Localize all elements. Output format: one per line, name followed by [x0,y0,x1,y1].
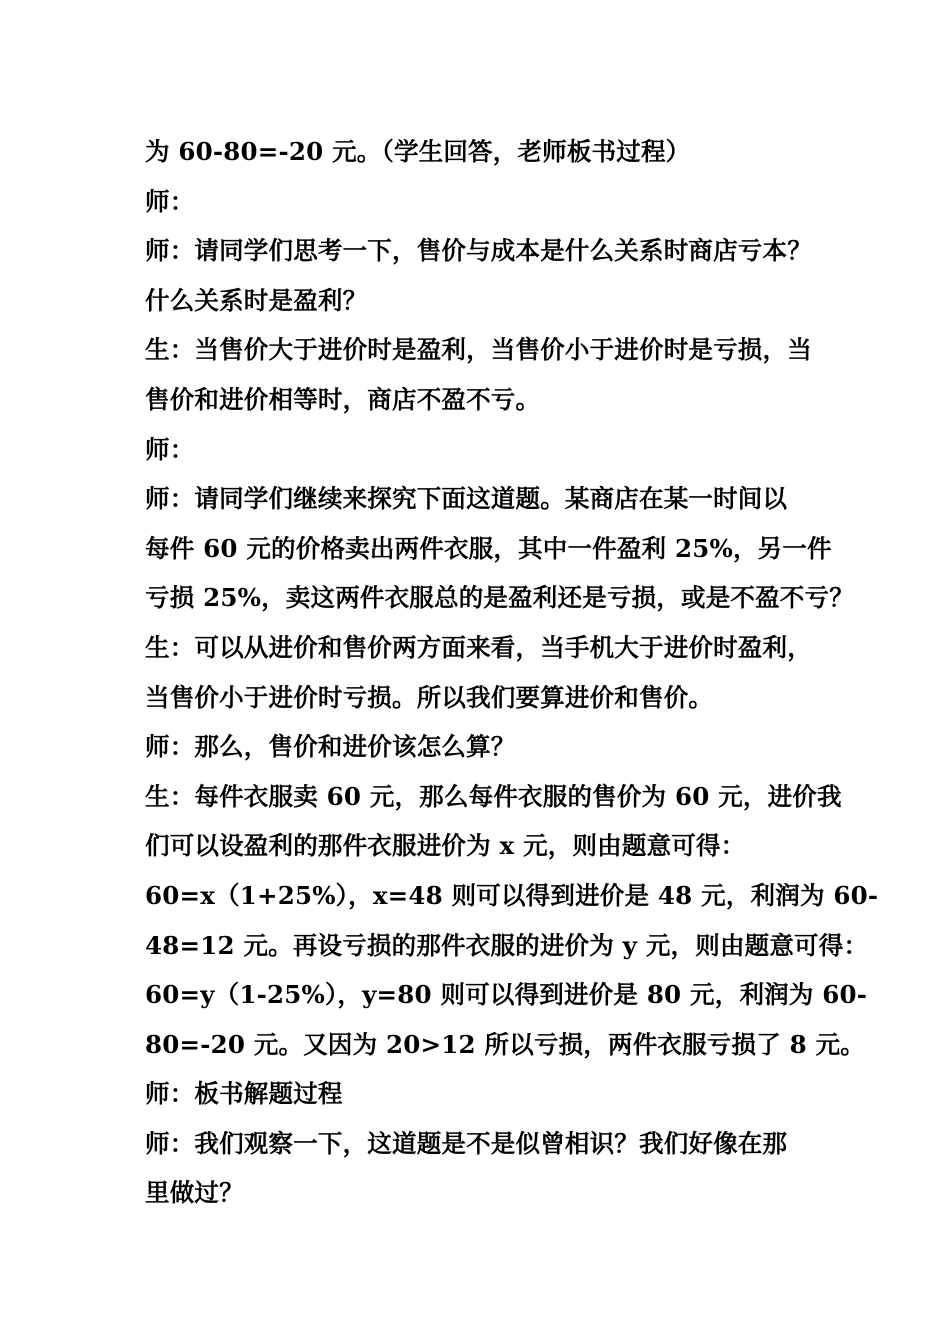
text-line: 48=12 元。再设亏损的那件衣服的进价为 y 元，则由题意可得： [145,930,869,960]
document-body [145,127,879,1218]
text-line: 亏损 25%，卖这两件衣服总的是盈利还是亏损，或是不盈不亏？ [145,583,854,613]
text-line: 生：可以从进价和售价两方面来看，当手机大于进价时盈利， [145,632,812,662]
text-line: 为 60-80=-20 元。（学生回答，老师板书过程） [145,137,691,166]
text-line: 师：那么，售价和进价该怎么算？ [145,732,516,762]
text-line: 生：每件衣服卖 60 元，那么每件衣服的售价为 60 元，进价我 [145,781,842,811]
text-line: 售价和进价相等时，商店不盈不亏。 [145,384,541,414]
text-line: 师：请同学们继续来探究下面这道题。某商店在某一时间以 [145,484,788,514]
text-line: 师：我们观察一下，这道题是不是似曾相识？我们好像在那 [145,1128,788,1158]
text-line: 们可以设盈利的那件衣服进价为 x 元，则由题意可得： [145,831,746,861]
text-line: 什么关系时是盈利？ [145,285,368,315]
text-line: 60=x（1+25%），x=48 则可以得到进价是 48 元，利润为 60- [145,880,879,910]
text-line: 生：当售价大于进价时是盈利，当售价小于进价时是亏损，当 [145,335,812,365]
text-line: 师： [145,186,195,216]
text-line: 里做过？ [145,1178,244,1208]
text-line: 师：板书解题过程 [145,1079,343,1109]
text-line: 师： [145,434,195,464]
text-line: 当售价小于进价时亏损。所以我们要算进价和售价。 [145,682,714,712]
text-line: 每件 60 元的价格卖出两件衣服，其中一件盈利 25%，另一件 [145,533,832,563]
text-line: 60=y（1-25%），y=80 则可以得到进价是 80 元，利润为 60- [145,980,868,1010]
text-line: 师：请同学们思考一下，售价与成本是什么关系时商店亏本？ [145,236,812,266]
text-line: 80=-20 元。又因为 20>12 所以亏损，两件衣服亏损了 8 元。 [145,1029,865,1059]
